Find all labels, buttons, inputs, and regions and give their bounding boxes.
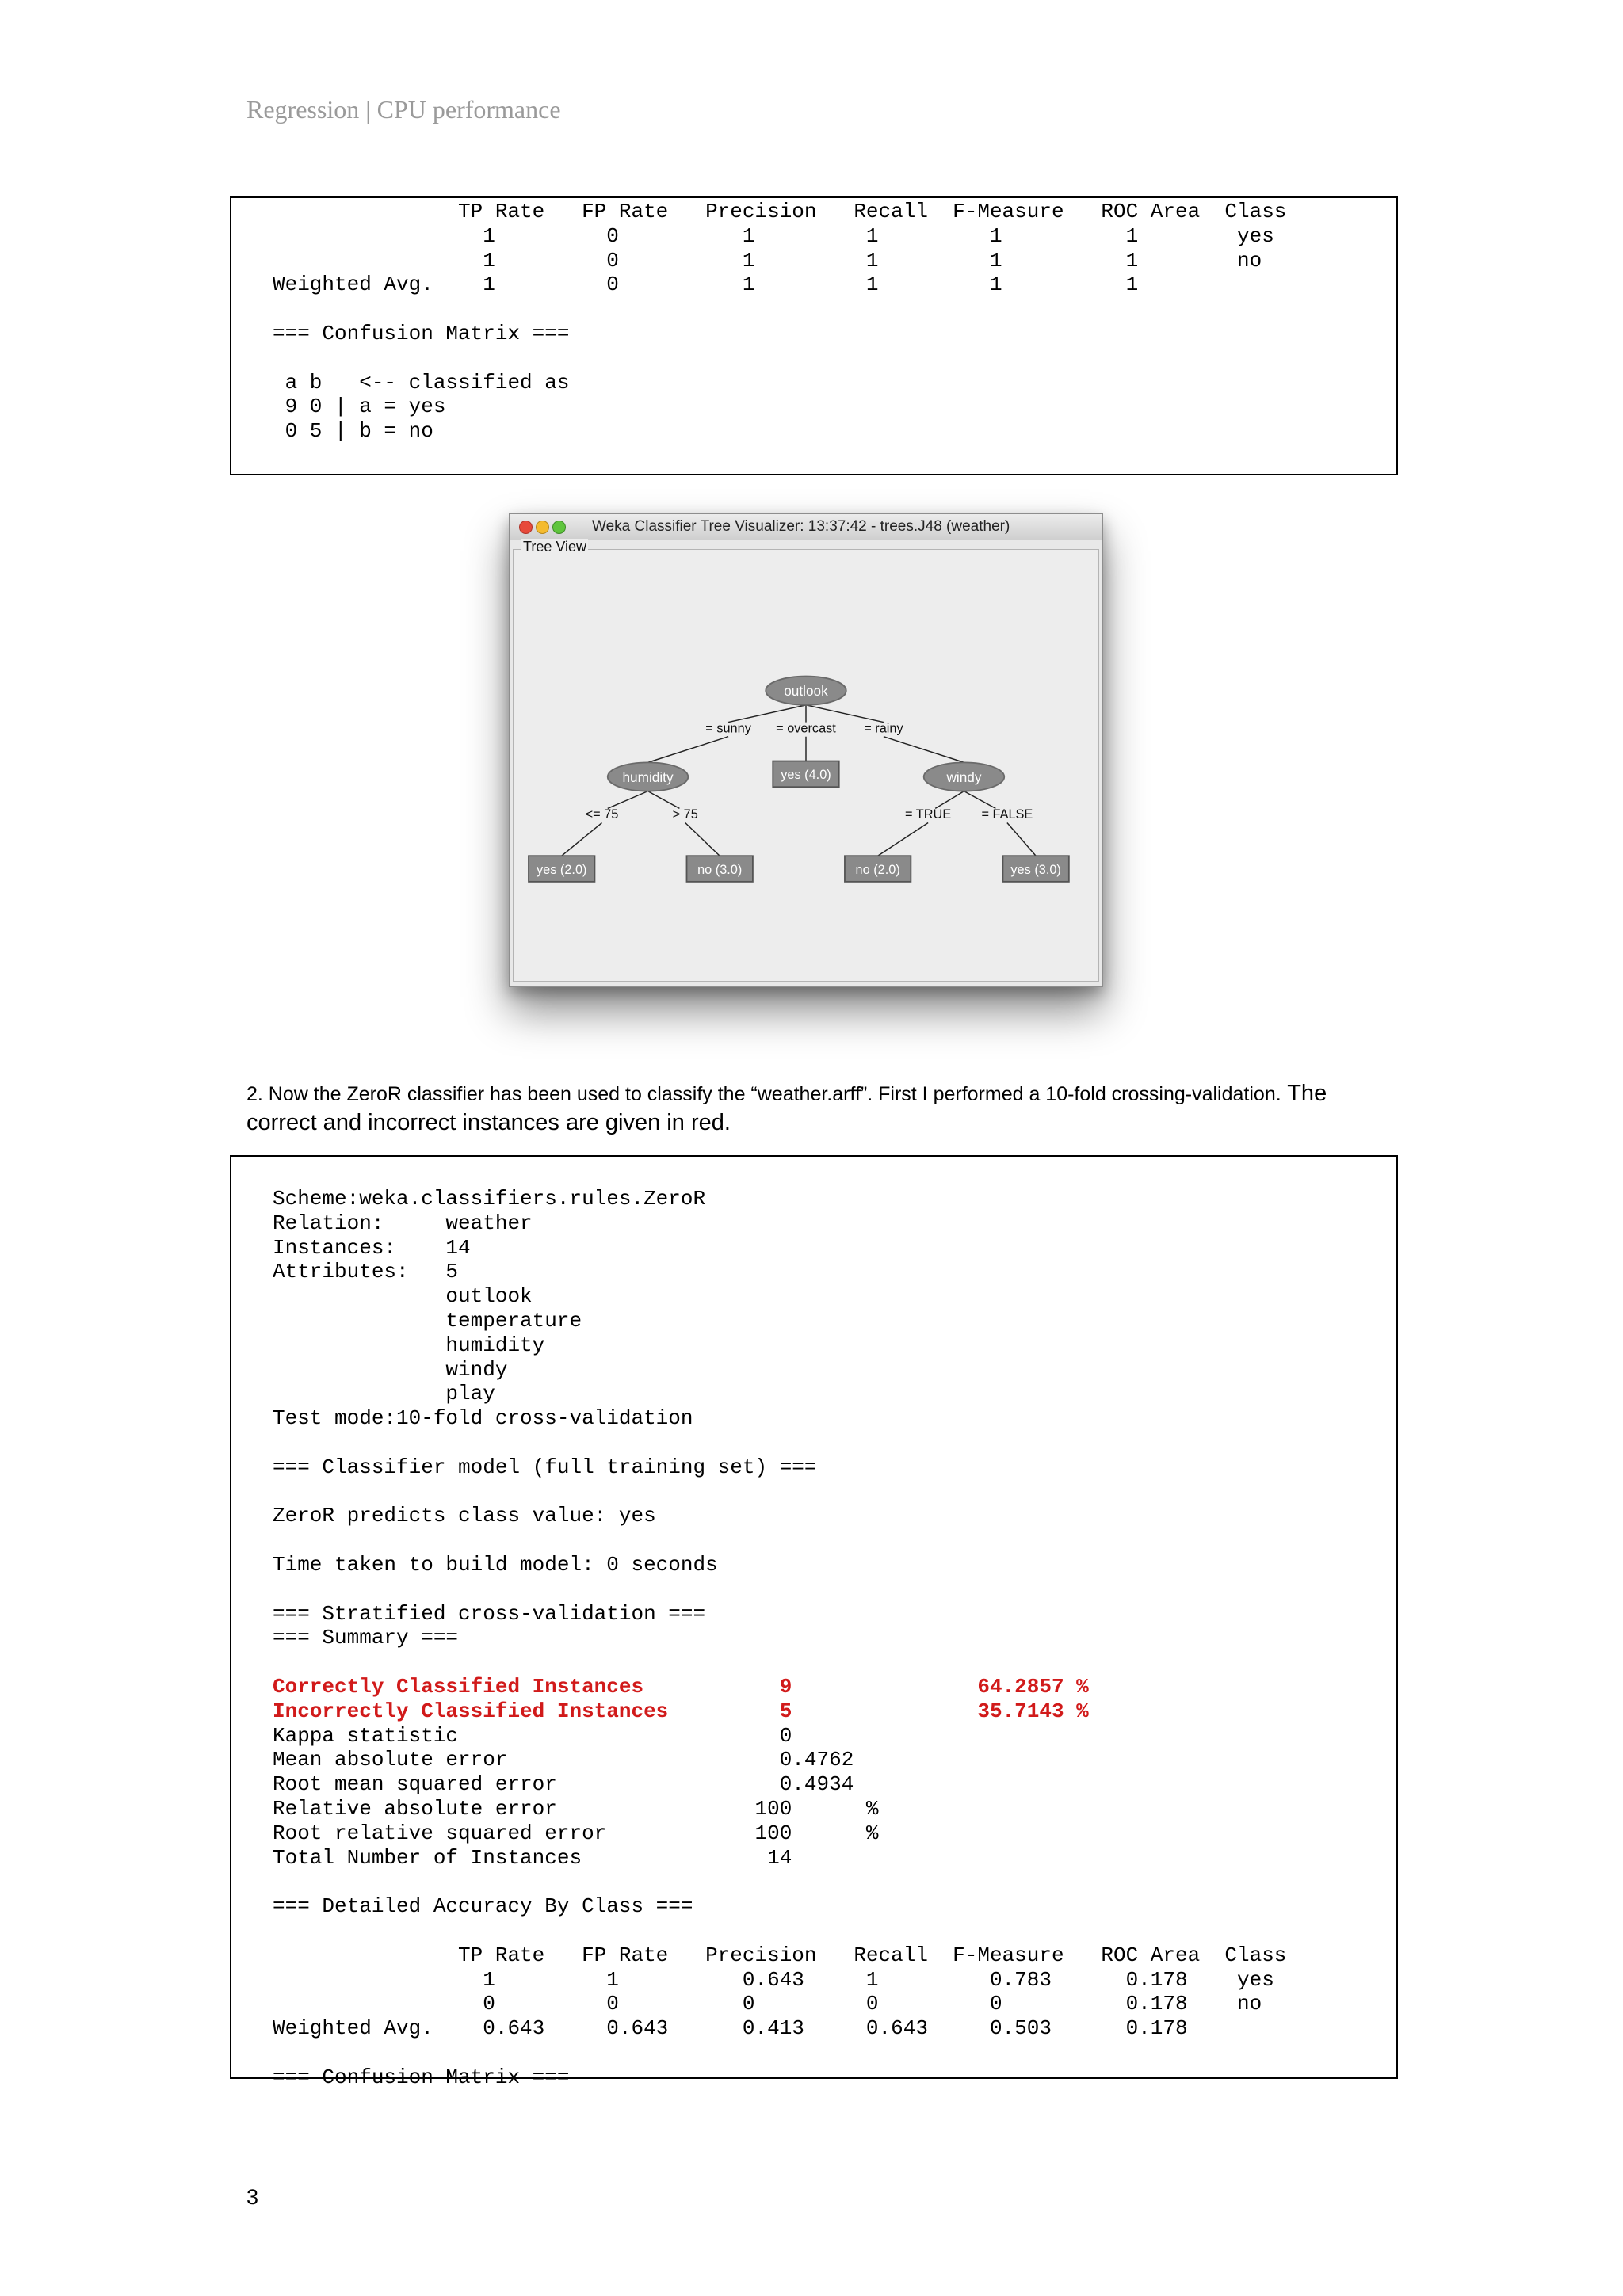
tree-node-outlook-label: outlook xyxy=(784,683,828,700)
box1-line: Weighted Avg. 1 0 1 1 1 1 xyxy=(273,273,1139,297)
zoom-window-icon[interactable] xyxy=(552,521,566,534)
tree-edge xyxy=(878,823,928,856)
box2-highlighted-line: Incorrectly Classified Instances 5 35.7143 % xyxy=(273,1699,1089,1723)
box1-line: a b <-- classified as xyxy=(273,370,570,395)
tree-leaf-windy-false-yes-label: yes (3.0) xyxy=(1010,862,1061,877)
tree-leaf-humidity-high-no-label: no (3.0) xyxy=(697,862,743,877)
box2-line: === Confusion Matrix === xyxy=(273,2065,570,2089)
tree-view-panel[interactable] xyxy=(513,539,1099,982)
box2-line xyxy=(273,1650,1286,1675)
window-title: Weka Classifier Tree Visualizer: 13:37:42 - trees.J48 (weather) xyxy=(592,518,1010,535)
box2-line: 0 0 0 0 0 0.178 no xyxy=(273,1992,1262,2016)
box2-line xyxy=(273,1577,1286,1602)
paragraph-red-note: The correct and incorrect instances are given in red. xyxy=(246,1081,1327,1135)
box2-line: Scheme:weka.classifiers.rules.ZeroR xyxy=(273,1187,706,1211)
tree-edge xyxy=(608,791,648,809)
close-window-icon[interactable] xyxy=(519,521,533,534)
box2-line: Relative absolute error 100 % xyxy=(273,1796,879,1821)
box2-line: Kappa statistic 0 xyxy=(273,1723,792,1748)
box2-line: === Stratified cross-validation === xyxy=(273,1601,706,1626)
box1-line: === Confusion Matrix === xyxy=(273,321,570,345)
box2-line: Time taken to build model: 0 seconds xyxy=(273,1552,718,1577)
minimize-window-icon[interactable] xyxy=(536,521,549,534)
tree-edge xyxy=(884,737,964,763)
weka-tree-visualizer-window[interactable] xyxy=(509,513,1103,987)
box2-line: ZeroR predicts class value: yes xyxy=(273,1504,656,1528)
page-header: Regression | CPU performance xyxy=(246,95,561,124)
box1-line xyxy=(273,346,1286,371)
tree-node-humidity-label: humidity xyxy=(622,769,674,785)
tree-view-label: Tree View xyxy=(523,539,587,555)
box2-line xyxy=(273,1480,1286,1505)
box2-line: === Summary === xyxy=(273,1626,459,1650)
box1-line: 1 0 1 1 1 1 yes xyxy=(273,223,1274,248)
edge-label-true: = TRUE xyxy=(905,807,952,822)
tree-edge xyxy=(1007,823,1036,856)
tree-edge xyxy=(648,791,680,809)
edge-label-gt75: > 75 xyxy=(672,807,698,822)
box2-line: Root relative squared error 100 % xyxy=(273,1821,879,1845)
box2-line: Root mean squared error 0.4934 xyxy=(273,1772,854,1797)
results-text-2 xyxy=(273,1187,1286,2089)
description-paragraph xyxy=(246,1079,1396,1138)
box1-line: 1 0 1 1 1 1 no xyxy=(273,248,1262,273)
box2-line xyxy=(273,2041,1286,2065)
box2-line: Mean absolute error 0.4762 xyxy=(273,1748,854,1772)
box2-line xyxy=(273,1870,1286,1894)
tree-edge xyxy=(935,791,964,809)
box2-line: play xyxy=(273,1382,495,1406)
tree-leaf-overcast-yes-label: yes (4.0) xyxy=(781,768,831,783)
box2-line: Total Number of Instances 14 xyxy=(273,1845,792,1870)
box2-line: Weighted Avg. 0.643 0.643 0.413 0.643 0.503 0.178 xyxy=(273,2016,1188,2041)
page-number: 3 xyxy=(246,2185,259,2209)
tree-edge xyxy=(685,823,720,856)
tree-edge xyxy=(728,705,806,723)
edge-label-false: = FALSE xyxy=(981,807,1033,822)
box2-line: Relation: weather xyxy=(273,1211,533,1235)
box2-line: TP Rate FP Rate Precision Recall F-Measure ROC Area Class xyxy=(273,1943,1287,1967)
results-box-2 xyxy=(230,1155,1398,2089)
box1-line: 0 5 | b = no xyxy=(273,419,433,444)
paragraph-text: 2. Now the ZeroR classifier has been used to classify the “weather.arff”. First I performed a 10-fold crossing-validation. xyxy=(246,1083,1281,1105)
tree-leaf-humidity-low-yes-label: yes (2.0) xyxy=(536,862,587,877)
box2-line: temperature xyxy=(273,1308,582,1333)
box2-line: humidity xyxy=(273,1333,545,1357)
box2-line xyxy=(273,1431,1286,1455)
box2-line: Test mode:10-fold cross-validation xyxy=(273,1406,693,1431)
box2-line xyxy=(273,1919,1286,1943)
window-titlebar[interactable] xyxy=(510,514,1102,540)
results-text-1 xyxy=(273,200,1286,444)
box2-line xyxy=(273,1528,1286,1553)
box2-line: windy xyxy=(273,1357,508,1382)
tree-edge xyxy=(648,737,729,763)
edge-label-rainy: = rainy xyxy=(864,721,903,736)
box2-line: === Detailed Accuracy By Class === xyxy=(273,1894,693,1919)
box2-line: outlook xyxy=(273,1284,533,1309)
box2-line: 1 1 0.643 1 0.783 0.178 yes xyxy=(273,1967,1274,1992)
box2-line: Instances: 14 xyxy=(273,1235,471,1260)
box2-highlighted-line: Correctly Classified Instances 9 64.2857 % xyxy=(273,1674,1089,1699)
decision-tree xyxy=(514,550,1098,981)
edge-label-le75: <= 75 xyxy=(585,807,619,822)
tree-node-windy-label: windy xyxy=(946,769,982,785)
edge-label-overcast: = overcast xyxy=(776,721,836,736)
box2-line: Attributes: 5 xyxy=(273,1260,459,1284)
tree-edge xyxy=(964,791,995,809)
results-box-1 xyxy=(230,196,1398,475)
edge-label-sunny: = sunny xyxy=(705,721,751,736)
tree-edge xyxy=(806,705,884,723)
tree-edge xyxy=(562,823,602,856)
box1-line xyxy=(273,297,1286,322)
box1-line: TP Rate FP Rate Precision Recall F-Measure ROC Area Class xyxy=(273,200,1287,223)
box2-line: === Classifier model (full training set) === xyxy=(273,1455,817,1479)
box1-line: 9 0 | a = yes xyxy=(273,395,446,419)
tree-leaf-windy-true-no-label: no (2.0) xyxy=(855,862,900,877)
